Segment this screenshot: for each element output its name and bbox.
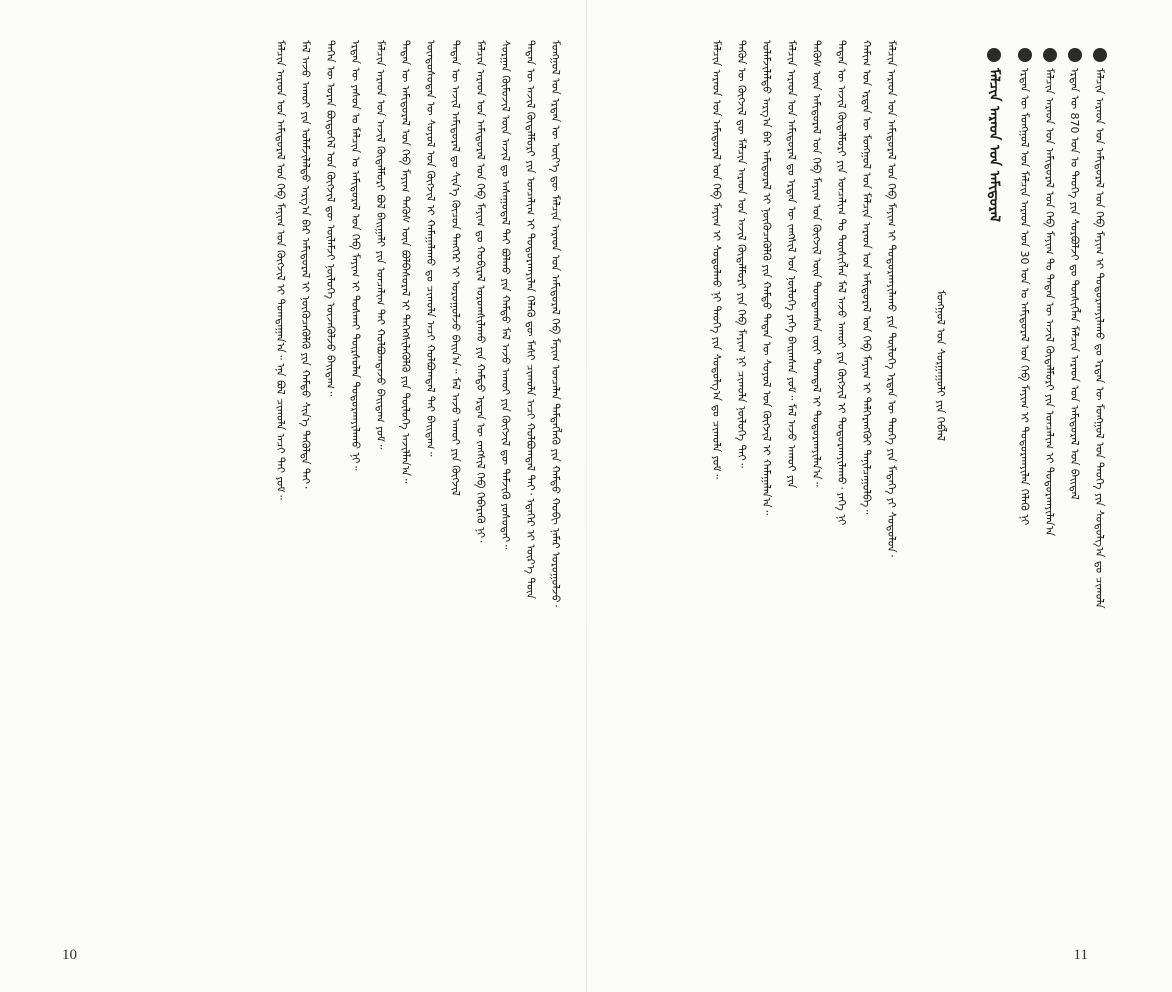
body-column: ᠮᠠᠯᠴᠢᠨ ᠠᠷᠠᠳ ᠤᠨ ᠠᠮᠢᠳᠤᠷᠠᠯ ᠤᠨ ᠬᠡᠪ ᠮᠠᠶᠢᠭ ᠤᠨ ᠬᠥᠭᠵᠢᠯ ᠢ ᠲᠣᠭᠲᠠᠭᠠᠨ᠎ᠠ᠃ ᠡᠨᠡ ᠪᠣᠯ ᠴᠢᠬᠤᠯᠠ ᠠᠴᠢ ᠲᠠᠢ ᠶᠤᠮ᠃ — [274, 40, 287, 500]
left-text-columns — [52, 40, 568, 940]
bullet-text: ᠡᠷᠲᠡᠨ ᠦ ᠮᠣᠩᠭᠣᠯ ᠤᠨ ᠮᠠᠯᠴᠢᠨ ᠠᠷᠠᠳ ᠤᠨ 30 ᠣᠨ ᠤ ᠠᠮᠢᠳᠤᠷᠠᠯ ᠤᠨ ᠬᠡᠪ ᠮᠠᠶᠢᠭ ᠢ ᠲᠣᠳᠣᠷᠬᠠᠶᠢᠯᠠᠨ ᠬᠡᠯᠡᠬᠦ ᠨᠢ — [1018, 68, 1031, 526]
author-byline: ᠮᠣᠩᠭᠣᠯ ᠤᠨ ᠰᠤᠷᠭᠠᠭᠤᠯᠢ ᠶᠢᠨ ᠬᠡᠪᠯᠡᠯ — [934, 290, 947, 441]
body-column: ᠲᠡᠳᠡᠨ ᠦ ᠠᠵᠢᠯ ᠠᠮᠢᠳᠤᠷᠠᠯ ᠳᠤ ᠰᠢᠨ᠎ᠡ ᠬᠦᠴᠦᠨ ᠲᠡᠩᠭᠡᠷ ᠢ ᠣᠷᠣᠭᠤᠯᠵᠤ ᠪᠠᠢᠨ᠎ᠠ᠃ ᠮᠠᠯ ᠠᠵᠤ ᠠᠬᠤᠢ ᠶᠢᠨ ᠬᠥᠭᠵᠢᠯ — [449, 40, 462, 496]
body-column: ᠮᠠᠯᠴᠢᠨ ᠠᠷᠠᠳ ᠤᠨ ᠠᠮᠢᠳᠤᠷᠠᠯ ᠤᠨ ᠬᠡᠪ ᠮᠠᠶᠢᠭ ᠢ ᠰᠤᠳᠤᠯᠬᠤ ᠨᠢ ᠲᠡᠦᠬᠡ ᠶᠢᠨ ᠰᠤᠳᠤᠯᠭ᠎ᠠ ᠳᠤ ᠴᠢᠬᠤᠯᠠ ᠶᠤᠮ᠃ — [710, 40, 723, 479]
page-number: 10 — [62, 947, 77, 963]
body-column: ᠮᠠᠯᠴᠢᠨ ᠠᠷᠠᠳ ᠤᠨ ᠠᠮᠢᠳᠤᠷᠠᠯ ᠤᠨ ᠬᠡᠪ ᠮᠠᠶᠢᠭ ᠢ ᠲᠣᠳᠣᠷᠬᠠᠶᠢᠯᠠᠬᠤ ᠶᠢᠨ ᠲᠥᠯᠥᠭᠡ ᠡᠷᠲᠡᠨ ᠦ ᠲᠡᠦᠬᠡ ᠶᠢᠨ ᠮᠡᠳᠡᠭᠡ ᠶᠢ ᠰᠤᠳᠤᠯᠤᠨ᠂ — [885, 40, 898, 557]
body-column: ᠬᠠᠮᠢᠭ ᠤᠨ ᠡᠷᠲᠡᠨ ᠦ ᠮᠣᠩᠭᠣᠯ ᠤᠨ ᠮᠠᠯᠴᠢᠨ ᠠᠷᠠᠳ ᠤᠨ ᠠᠮᠢᠳᠤᠷᠠᠯ ᠤᠨ ᠬᠡᠪ ᠮᠠᠶᠢᠭ ᠢ ᠳᠡᠯᠭᠡᠷᠡᠩᠭᠦᠢ ᠲᠠᠨᠢᠯᠴᠠᠭᠤᠯᠪᠠ᠃ — [860, 40, 873, 515]
page-right — [587, 0, 1172, 992]
bullet-dot-icon — [1068, 48, 1082, 62]
bullet-item — [1037, 40, 1062, 938]
heading-item — [976, 40, 1012, 938]
body-column: ᠲᠡᠳᠡᠨ ᠦ ᠠᠵᠢᠯ ᠬᠥᠳᠡᠯᠮᠦᠷᠢ ᠶᠢᠨ ᠣᠨᠴᠠᠯᠢᠭ ᠲᠤ ᠲᠦᠰᠢᠭᠯᠡᠨ ᠮᠠᠯ ᠠᠵᠤ ᠠᠬᠤᠢ ᠶᠢᠨ ᠬᠥᠭᠵᠢᠯ ᠢ ᠲᠣᠳᠣᠷᠬᠠᠶᠢᠯᠠᠬᠤ᠂ ᠶᠡᠬᠡ ᠨᠢ — [835, 40, 848, 526]
body-column: ᠤᠯᠠᠮᠵᠢᠯᠠᠯᠲᠤ ᠠᠷᠭ᠎ᠠ ᠪᠠᠷ ᠠᠮᠢᠳᠤᠷᠠᠯ ᠢ ᠨᠥᠭᠦᠴᠡᠭᠦᠯᠬᠦ ᠶᠢᠨ ᠬᠠᠮᠲᠤ ᠲᠡᠳᠡᠨ ᠦ ᠰᠣᠶᠣᠯ ᠤᠨ ᠬᠥᠭᠵᠢᠯ ᠢ ᠬᠠᠮᠠᠭᠠᠯᠠᠨ᠎ᠠ᠃ — [760, 40, 773, 515]
body-column: ᠰᠤᠷᠭᠠᠨ ᠬᠦᠮᠦᠵᠢᠯ ᠦᠨ ᠠᠵᠢᠯ ᠳᠤ ᠠᠰᠠᠭᠤᠳᠠᠯ ᠲᠠᠢ ᠪᠣᠯᠬᠤ ᠶᠢᠨ ᠬᠠᠮᠲᠤ ᠮᠠᠯ ᠠᠵᠤ ᠠᠬᠤᠢ ᠶᠢᠨ ᠬᠥᠭᠵᠢᠯ ᠳᠦ ᠳᠡᠮᠵᠢᠬᠦ ᠶᠤᠰᠤᠲᠠᠢ᠃ — [499, 40, 512, 550]
right-text-columns — [637, 40, 1112, 940]
bullet-dot-icon — [1093, 48, 1107, 62]
bullet-item — [1087, 40, 1112, 938]
body-column: ᠮᠠᠯᠴᠢᠨ ᠠᠷᠠᠳ ᠤᠨ ᠠᠮᠢᠳᠤᠷᠠᠯ ᠤᠨ ᠬᠡᠪ ᠮᠠᠶᠢᠭ ᠳᠤ ᠬᠤᠪᠢᠷᠠᠯ ᠤᠷᠤᠭᠰᠢᠯᠠᠬᠤ ᠶᠢᠨ ᠬᠠᠮᠲᠤ ᠡᠷᠲᠡᠨ ᠦ ᠵᠠᠩᠰᠢᠯ ᠬᠡᠪ ᠬᠡᠪᠡᠷᠡᠬᠦ ᠨᠢ᠂ — [474, 40, 487, 543]
page-number: 11 — [1073, 947, 1088, 963]
body-column: ᠲᠡᠳᠡᠨ ᠦ ᠠᠮᠢᠳᠤᠷᠠᠯ ᠤᠨ ᠬᠡᠪ ᠮᠠᠶᠢᠭ ᠲᠡᠭᠦᠰ ᠦᠨ ᠪᠣᠯᠪᠠᠰᠤᠷᠠᠯ ᠢ ᠳᠡᠭᠡᠭᠰᠢᠯᠡᠭᠦᠯᠬᠦ ᠶᠢᠨ ᠲᠥᠯᠥᠭᠡ ᠠᠵᠢᠯᠯᠠᠨ᠎ᠠ᠃ — [399, 40, 412, 484]
bullet-item — [1012, 40, 1037, 938]
body-column: ᠮᠠᠯᠴᠢᠨ ᠠᠷᠠᠳ ᠤᠨ ᠠᠵᠢᠯ ᠬᠥᠳᠡᠯᠮᠦᠷᠢ ᠪᠣᠯ ᠪᠠᠢᠭᠠᠯᠢ ᠶᠢᠨ ᠣᠨᠴᠠᠯᠢᠭ ᠲᠠᠢ ᠬᠣᠯᠪᠣᠭᠳᠠᠵᠤ ᠪᠠᠢᠳᠠᠭ ᠶᠤᠮ᠃ — [374, 40, 387, 450]
body-column: ᠲᠡᠭᠦᠨ ᠦ ᠬᠥᠭᠵᠢᠯ ᠳᠦ ᠮᠠᠯᠴᠢᠨ ᠠᠷᠠᠳ ᠤᠨ ᠠᠵᠢᠯ ᠬᠥᠳᠡᠯᠮᠦᠷᠢ ᠶᠢᠨ ᠬᠡᠪ ᠮᠠᠶᠢᠭ ᠨᠢ ᠴᠢᠬᠤᠯᠠ ᠨᠥᠯᠥᠭᠡ ᠲᠠᠢ᠃ — [735, 40, 748, 468]
bullet-dot-icon — [987, 48, 1001, 62]
body-column: ᠮᠠᠯᠴᠢᠨ ᠠᠷᠠᠳ ᠤᠨ ᠠᠮᠢᠳᠤᠷᠠᠯ ᠳᠤ ᠡᠷᠲᠡᠨ ᠦ ᠵᠠᠩᠰᠢᠯ ᠤᠨ ᠨᠥᠯᠥᠭᠡ ᠶᠡᠬᠡ ᠪᠠᠢᠭᠰᠠᠨ ᠶᠤᠮ᠃ ᠮᠠᠯ ᠠᠵᠤ ᠠᠬᠤᠢ ᠶᠢᠨ — [785, 40, 798, 489]
body-column: ᠦᠨᠳᠦᠰᠦᠲᠡᠨ ᠦ ᠰᠣᠶᠣᠯ ᠤᠨ ᠬᠥᠭᠵᠢᠯ ᠢ ᠬᠠᠮᠠᠭᠠᠯᠠᠬᠤ ᠳᠤ ᠴᠢᠬᠤᠯᠠ ᠠᠴᠢ ᠬᠣᠯᠪᠣᠭᠳᠠᠯ ᠲᠠᠢ ᠪᠠᠢᠳᠠᠭ᠃ — [424, 40, 437, 457]
body-column: ᠲᠡᠭᠡᠨ ᠦ ᠤᠷᠠᠨ ᠪᠦᠲᠦᠭᠡᠯ ᠤᠨ ᠬᠥᠭᠵᠢᠯ ᠳᠦ ᠦᠯᠡᠮᠵᠢ ᠨᠥᠯᠥᠭᠡ ᠦᠵᠡᠭᠦᠯᠵᠦ ᠪᠠᠢᠳᠠᠭ᠃ — [324, 40, 337, 397]
body-column: ᠮᠠᠯ ᠠᠵᠤ ᠠᠬᠤᠢ ᠶᠢᠨ ᠤᠯᠠᠮᠵᠢᠯᠠᠯᠲᠤ ᠠᠷᠭ᠎ᠠ ᠪᠠᠷ ᠠᠮᠢᠳᠤᠷᠠᠯ ᠢ ᠨᠥᠭᠦᠴᠡᠭᠦᠯᠬᠦ ᠶᠢᠨ ᠬᠠᠮᠲᠤ ᠰᠢᠨ᠎ᠡ ᠲᠡᠭᠦᠯᠲᠡ ᠲᠠᠢ᠂ — [299, 40, 312, 489]
section-heading: ᠮᠠᠯᠴᠢᠨ ᠠᠷᠠᠳ ᠤᠨ ᠠᠮᠢᠳᠤᠷᠠᠯ — [986, 68, 1002, 222]
body-column: ᠲᠡᠳᠡᠨ ᠦ ᠠᠵᠢᠯ ᠬᠥᠳᠡᠯᠮᠦᠷᠢ ᠶᠢᠨ ᠣᠨᠴᠠᠯᠢᠭ ᠢ ᠲᠣᠳᠣᠷᠬᠠᠶᠢᠯᠠᠨ ᠬᠡᠯᠡᠬᠦ ᠳᠦ ᠮᠠᠰᠢ ᠴᠢᠬᠤᠯᠠ ᠠᠴᠢ ᠬᠣᠯᠪᠣᠭᠳᠠᠯ ᠲᠠᠢ᠂ ᠡᠳᠡᠭᠡᠷ ᠢ ᠦᠷ᠎ᠡ ᠳᠦᠨ — [524, 40, 537, 600]
bullet-item — [1062, 40, 1087, 938]
body-column: ᠲᠡᠭᠦᠰ ᠦᠨ ᠠᠮᠢᠳᠤᠷᠠᠯ ᠤᠨ ᠬᠡᠪ ᠮᠠᠶᠢᠭ ᠤᠨ ᠬᠥᠭᠵᠢᠯ ᠦᠨ ᠲᠣᠭᠲᠠᠭᠰᠠᠨ ᠵᠦᠢ ᠲᠣᠭᠲᠠᠯ ᠢ ᠲᠣᠳᠣᠷᠬᠠᠶᠢᠯᠠᠨ᠎ᠠ᠃ — [810, 40, 823, 487]
bullet-text: ᠮᠠᠯᠴᠢᠨ ᠠᠷᠠᠳ ᠤᠨ ᠠᠮᠢᠳᠤᠷᠠᠯ ᠤᠨ ᠬᠡᠪ ᠮᠠᠶᠢᠭ ᠲᠤ ᠲᠡᠳᠡᠨ ᠦ ᠠᠵᠢᠯ ᠬᠥᠳᠡᠯᠮᠦᠷᠢ ᠶᠢᠨ ᠣᠨᠴᠠᠯᠢᠭ ᠢ ᠲᠣᠳᠣᠷᠬᠠᠶᠢᠯᠠᠨ᠎ᠠ — [1043, 68, 1056, 537]
bullet-text: ᠡᠷᠲᠡᠨ ᠦ 870 ᠣᠨ ᠤ ᠲᠡᠦᠬᠡ ᠶᠢᠨ ᠰᠤᠷᠪᠤᠯᠵᠢ ᠳᠤ ᠲᠦᠰᠢᠭᠯᠡᠨ ᠮᠠᠯᠴᠢᠨ ᠠᠷᠠᠳ ᠤᠨ ᠠᠮᠢᠳᠤᠷᠠᠯ ᠤᠨ ᠪᠠᠢᠳᠠᠯ — [1068, 68, 1081, 500]
body-column: ᠡᠷᠲᠡᠨ ᠦ ᠶᠠᠰᠤᠨ ᠤ ᠮᠠᠯᠴᠢᠨ ᠤ ᠠᠮᠢᠳᠤᠷᠠᠯ ᠤᠨ ᠬᠡᠪ ᠮᠠᠶᠢᠭ ᠢ ᠲᠤᠰᠬᠠᠢ ᠳᠦᠷᠰᠦᠯᠡᠨ ᠲᠣᠳᠣᠷᠬᠠᠶᠢᠯᠠᠬᠤ ᠨᠢ᠃ — [349, 40, 362, 471]
body-column: ᠮᠣᠩᠭᠣᠯ ᠤᠨ ᠡᠷᠲᠡᠨ ᠦ ᠦᠶ᠎ᠡ ᠳᠦ ᠮᠠᠯᠴᠢᠨ ᠠᠷᠠᠳ ᠤᠨ ᠠᠮᠢᠳᠤᠷᠠᠯ ᠬᠡᠪ ᠮᠠᠶᠢᠭ ᠣᠨᠴᠠᠯᠠᠨ ᠲᠡᠮᠳᠡᠭᠯᠡᠬᠦ ᠶᠢᠨ ᠬᠠᠮᠲᠤ ᠬᠤᠪᠢ ᠨᠡᠮᠡᠷ ᠣᠷᠣᠭᠤᠯᠵᠤ᠂ — [549, 40, 562, 607]
bullet-dot-icon — [1043, 48, 1057, 62]
bullet-text: ᠮᠠᠯᠴᠢᠨ ᠠᠷᠠᠳ ᠤᠨ ᠠᠮᠢᠳᠤᠷᠠᠯ ᠤᠨ ᠬᠡᠪ ᠮᠠᠶᠢᠭ ᠢ ᠲᠣᠳᠣᠷᠬᠠᠶᠢᠯᠠᠬᠤ ᠳᠤ ᠡᠷᠲᠡᠨ ᠦ ᠮᠣᠩᠭᠣᠯ ᠤᠨ ᠲᠡᠦᠬᠡ ᠶᠢᠨ ᠰᠤᠳᠤᠯᠭ᠎ᠠ ᠳᠤ ᠴᠢᠬᠤᠯᠠ — [1093, 68, 1106, 609]
bullet-dot-icon — [1018, 48, 1032, 62]
